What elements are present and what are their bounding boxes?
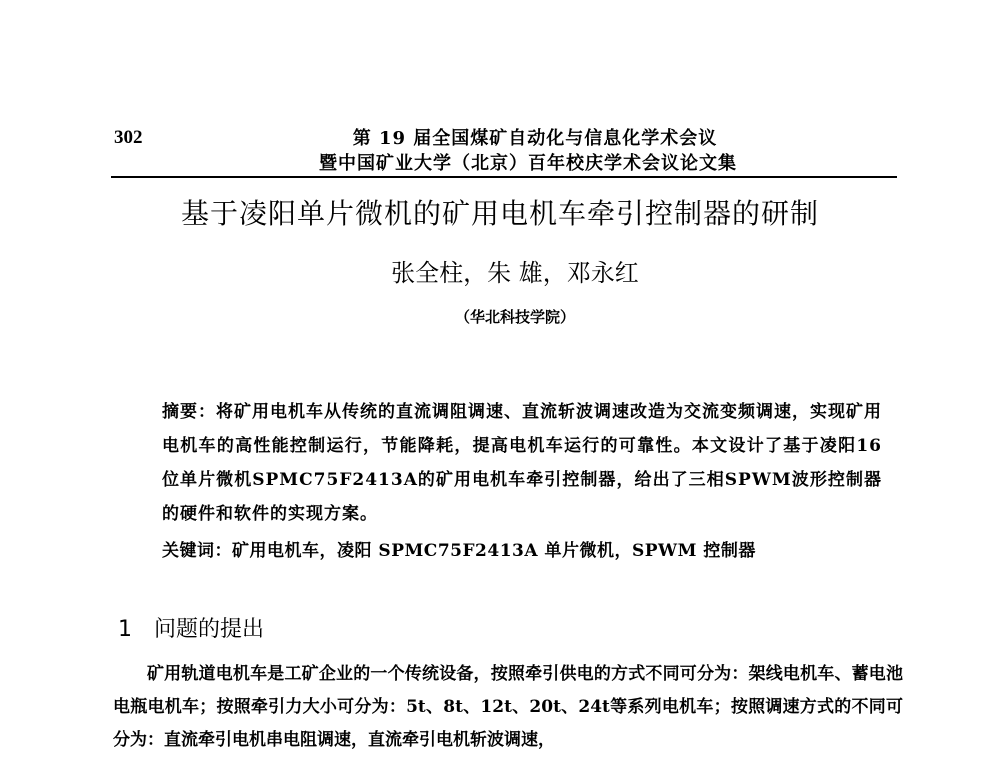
running-head-line1: 第 19 届全国煤矿自动化与信息化学术会议 <box>352 128 718 149</box>
section-heading <box>118 612 264 643</box>
abstract <box>162 395 882 531</box>
body-text <box>113 658 903 757</box>
abstract-text: 摘要：将矿用电机车从传统的直流调阻调速、直流斩波调速改造为交流变频调速，实现矿用电机车的高性能控制运行，节能降耗，提高电机车运行的可靠性。本文设计了基于凌阳16位单片微机SPMC75F2413A的矿用电机车牵引控制器，给出了三相SPWM波形控制器的硬件和软件的实现方案。 <box>162 402 882 524</box>
running-head-line2: 暨中国矿业大学（北京）百年校庆学术会议论文集 <box>319 153 737 174</box>
authors: 张全柱，朱 雄，邓永红 <box>391 259 639 287</box>
paper-title: 基于凌阳单片微机的矿用电机车牵引控制器的研制 <box>180 197 819 230</box>
section-title: 问题的提出 <box>154 617 265 642</box>
section-number: 1 <box>118 617 132 642</box>
affiliation: （华北科技学院） <box>454 308 575 326</box>
keywords: 关键词：矿用电机车，凌阳 SPMC75F2413A 单片微机，SPWM 控制器 <box>162 541 756 561</box>
header-rule <box>111 176 897 178</box>
body-paragraph: 矿用轨道电机车是工矿企业的一个传统设备，按照牵引供电的方式不同可分为：架线电机车、蓄电池电瓶电机车；按照牵引力大小可分为：5t、8t、12t、20t、24t等系列电机车；按照调速方式的不同可分为：直流牵引电机串电阻调速，直流牵引电机斩波调速， <box>113 664 903 750</box>
page-number: 302 <box>114 127 143 148</box>
